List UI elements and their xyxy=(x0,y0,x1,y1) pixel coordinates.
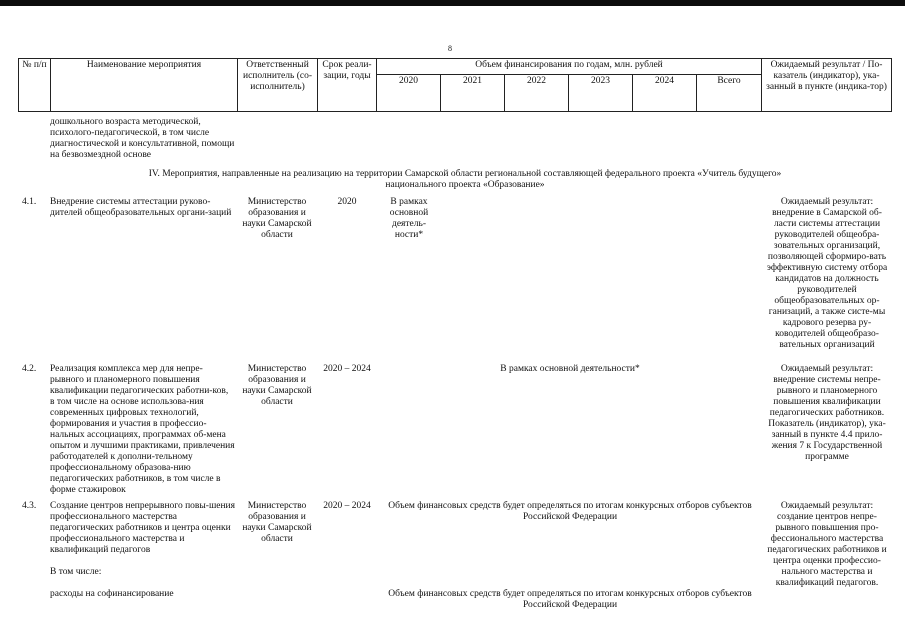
row-4-1-result: Ожидаемый результат: внедрение в Самарской об-ласти системы аттестации руководителей общеобра-зовательных организаций, позволяющей сформиро-вать эффективную систему отбора кандидатов на должность руководителей общеобразовательных ор-ганизаций, а также систе-мы кадрового резерва ру-ководителей общеобразо-вательных организаций xyxy=(766,197,888,350)
header-year-2021: 2021 xyxy=(440,74,505,112)
header-total: Всего xyxy=(696,74,762,112)
row-4-2-result: Ожидаемый результат: внедрение системы непре-рывного и планомерного повышения квалификации педагогических работников. Показатель (индикатор), ука-занный в пункте 4.4 прило-жения 7 к Государственной программе xyxy=(768,364,886,462)
header-year-2022: 2022 xyxy=(504,74,569,112)
section-heading-line2: национального проекта «Образование» xyxy=(385,180,545,190)
top-scan-border xyxy=(0,0,905,6)
row-4-1-name: Внедрение системы аттестации руково-дителей общеобразовательных органи-заций xyxy=(50,197,232,218)
row-4-3-financing: Объем финансовых средств будет определяться по итогам конкурсных отборов субъектов Российской Федерации xyxy=(388,501,752,522)
section-heading-line1: IV. Мероприятия, направленные на реализацию на территории Самарской области региональной составляющей федерального проекта «Учитель будущего» xyxy=(148,169,782,179)
row-4-1-responsible: Министерство образования и науки Самарской области xyxy=(242,197,312,240)
row-4-1-term: 2020 xyxy=(337,197,357,207)
row-4-3-cofinancing-label: расходы на софинансирование xyxy=(50,589,174,599)
header-year-2023: 2023 xyxy=(568,74,633,112)
row-4-2-term: 2020 – 2024 xyxy=(323,364,371,374)
row-4-3-num: 4.3. xyxy=(22,501,37,511)
row-4-2-num: 4.2. xyxy=(22,364,37,374)
row-4-3-sub-label: В том числе: xyxy=(50,567,102,577)
row-4-2-responsible: Министерство образования и науки Самарской области xyxy=(242,364,312,407)
row-4-1-num: 4.1. xyxy=(22,197,37,207)
header-num: № п/п xyxy=(18,58,51,112)
row-4-3-responsible: Министерство образования и науки Самарской области xyxy=(242,501,312,544)
header-term: Срок реали-зации, годы xyxy=(317,58,377,112)
header-year-2024: 2024 xyxy=(632,74,697,112)
row-4-3-result: Ожидаемый результат: создание центров непре-рывного повышения про-фессионального мастерства педагогических работников и центра оценки профессио-нального мастерства и квалификаций педагогов. xyxy=(767,501,887,588)
continuation-text: дошкольного возраста методической, психолого-педагогической, в том числе диагностической и консультативной, помощи на безвозмездной основе xyxy=(50,117,235,160)
row-4-2-financing: В рамках основной деятельности* xyxy=(500,364,640,374)
row-4-3-cofinancing-financing: Объем финансовых средств будет определяться по итогам конкурсных отборов субъектов Российской Федерации xyxy=(388,589,752,610)
header-financing: Объем финансирования по годам, млн. рублей xyxy=(376,58,762,75)
row-4-1-financing: В рамках основной деятель-ности* xyxy=(389,197,429,240)
header-year-2020: 2020 xyxy=(376,74,441,112)
header-responsible: Ответственный исполнитель (со-исполнитель) xyxy=(237,58,318,112)
header-result: Ожидаемый результат / По-казатель (индикатор), ука-занный в пункте (индика-тор) xyxy=(761,58,892,112)
row-4-3-name: Создание центров непрерывного повы-шения профессионального мастерства педагогических работников и центра оценки профессионального мастерства и квалификаций педагогов xyxy=(50,501,236,555)
row-4-2-name: Реализация комплекса мер для непре-рывного и планомерного повышения квалификации педагогических работни-ков, в том числе на основе использова-ния современных цифровых технологий, формирования и участия в профессио-нальных ассоциациях, программах об-мена опытом и лучшими практиками, привлечения работодателей к дополни-тельному профессиональному образова-нию педагогических работников, в том числе в форме стажировок xyxy=(50,364,235,495)
header-name: Наименование мероприятия xyxy=(50,58,238,112)
page-number: 8 xyxy=(448,44,452,53)
row-4-3-term: 2020 – 2024 xyxy=(323,501,371,511)
